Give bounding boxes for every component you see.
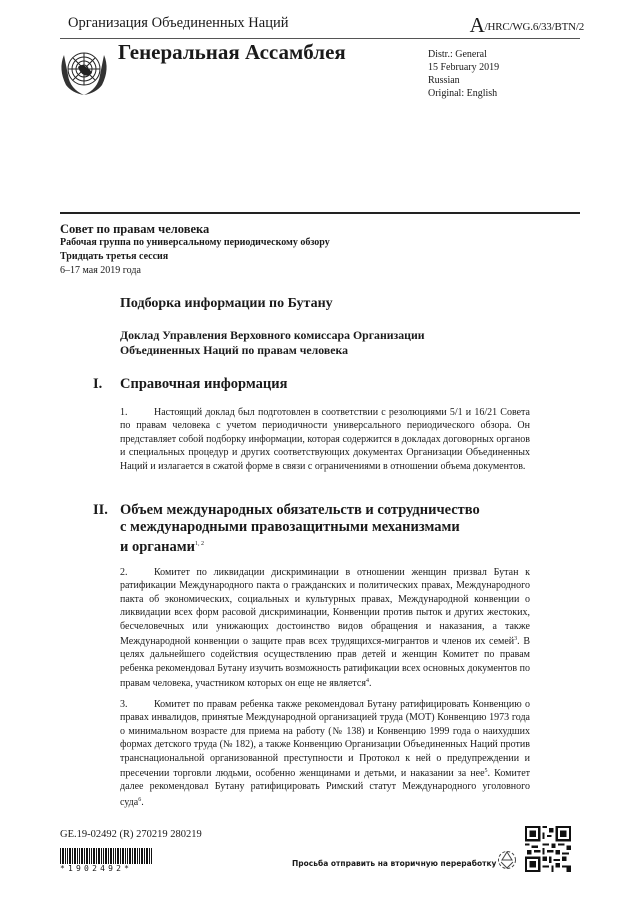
section-number: I.	[93, 376, 103, 392]
symbol-rest: /HRC/WG.6/33/BTN/2	[484, 21, 584, 33]
subtitle-line: Объединенных Наций по правам человека	[120, 343, 348, 357]
header-rule	[60, 38, 580, 39]
paragraph-text: Комитет по правам ребенка также рекомендовал Бутану ратифицировать Конвенцию о правах инвалидов, принятые Международной организацией труда (МОТ) Конвенцию 1973 года о минимальном возрасте для приема на работу (№ 138) и Конвенцию 1999 года о наихудших формах детского труда (№ 182), а также Конвенцию Организации Объединенных Наций против транснациональной организованной преступности и Протокол к ней о предупреждении и пресечении торговли людьми, особенно женщинами и детьми, и наказании за нее	[120, 699, 530, 780]
barcode-icon	[60, 848, 152, 864]
paragraph-text: . В целях дальнейшего содействия осуществлению прав детей и женщин Комитет по правам ребенка рекомендовал Бутану изучить возможность ратификации всех основных документов по правам человека, участником которых он еще не является	[120, 636, 530, 690]
subtitle-line: Доклад Управления Верховного комиссара Организации	[120, 328, 425, 342]
paragraph	[120, 406, 530, 473]
body-name: Генеральная Ассамблея	[118, 40, 346, 64]
paragraph	[120, 566, 530, 691]
paragraph-text: Комитет по ликвидации дискриминации в отношении женщин призвал Бутан к ратификации Международного пакта о гражданских и политических правах, Международного пакта об экономических, социальных и культурных правах, Международной конвенции о ликвидации всех форм расовой дискриминации, Конвенции против пыток и других жестоких, бесчеловечных или унижающих достоинство видов обращения и наказания, а также Международной конвенции о защите прав всех трудящихся-мигрантов и членов их семей	[120, 567, 530, 648]
working-group: Рабочая группа по универсальному периодическому обзору	[60, 237, 330, 248]
distribution: Distr.: General	[428, 49, 487, 60]
session: Тридцать третья сессия	[60, 251, 169, 262]
job-number: GE.19-02492 (R) 270219 280219	[60, 829, 202, 840]
footnote-ref[interactable]: 5	[484, 768, 488, 775]
document-date: 15 February 2019	[428, 62, 500, 73]
paragraph-text: Настоящий доклад был подготовлен в соответствии с резолюциями 5/1 и 16/21 Совета по правам человека с учетом периодичности универсального периодического обзора. Он представляет собой подборку информации, которая содержится в докладах договорных органов и специальных процедур и других соответствующих документах Организации Объединенных Наций и излагается в сжатой форме в связи с ограничениями в отношении объема документов.	[120, 407, 530, 472]
section-title-line: Объем международных обязательств и сотрудничество	[120, 502, 480, 518]
paragraph-number: 1.	[120, 407, 128, 418]
section-number: II.	[93, 502, 108, 518]
section-title: Справочная информация	[120, 376, 288, 392]
organization-name: Организация Объединенных Наций	[68, 15, 289, 31]
council-block	[60, 222, 330, 278]
qr-code-icon	[525, 826, 571, 872]
section-title	[120, 502, 520, 556]
footnote-ref[interactable]: 3	[514, 636, 518, 643]
paragraph-number: 3.	[120, 699, 128, 710]
footnote-ref[interactable]: 4	[365, 678, 369, 685]
document-title: Подборка информации по Бутану	[120, 296, 333, 311]
session-dates: 6–17 мая 2019 года	[60, 265, 141, 276]
recycle-icon	[497, 850, 517, 870]
section-rule	[60, 212, 580, 214]
paragraph	[120, 698, 530, 809]
paragraph-text: . Комитет далее рекомендовал Бутану ратифицировать Римский статут Международного уголовного суда	[120, 768, 531, 808]
section-title-line: и органами	[120, 539, 195, 555]
document-symbol	[470, 13, 584, 38]
barcode-number: *1902492*	[60, 864, 133, 873]
distribution-block	[428, 48, 499, 100]
symbol-prefix: A	[469, 13, 485, 37]
council-name: Совет по правам человека	[60, 222, 210, 236]
un-emblem-icon	[56, 43, 112, 99]
document-language: Russian	[428, 75, 460, 86]
paragraph-number: 2.	[120, 567, 128, 578]
document-subtitle	[120, 328, 540, 358]
paragraph-text: .	[141, 796, 144, 808]
original-language: Original: English	[428, 88, 498, 99]
paragraph-text: .	[368, 678, 372, 690]
footnote-ref[interactable]: 6	[138, 796, 142, 803]
footnote-ref[interactable]: 1, 2	[194, 541, 204, 547]
section-title-line: с международными правозащитными механизмами	[120, 519, 460, 535]
recycle-note: Просьба отправить на вторичную переработку	[292, 859, 497, 868]
